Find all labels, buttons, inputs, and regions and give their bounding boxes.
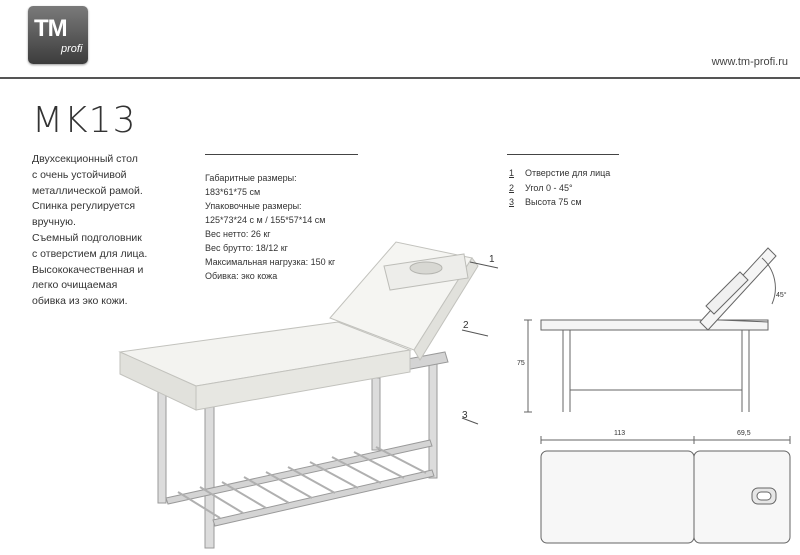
- product-model: MK13: [32, 100, 137, 141]
- callout-3: 3: [462, 410, 468, 421]
- main-length-dimension: 113: [614, 430, 626, 437]
- spec-line: Вес нетто: 26 кг: [205, 229, 271, 239]
- description-line: Спинка регулируется: [32, 200, 136, 213]
- description-line: обивка из эко кожи.: [32, 295, 128, 308]
- spec-line: 183*61*75 см: [205, 187, 261, 197]
- description-line: вручную.: [32, 216, 76, 229]
- logo-profi-text: profi: [61, 43, 83, 55]
- top-view-drawing: [541, 436, 790, 543]
- legend-text: Высота 75 см: [525, 197, 582, 207]
- side-view-drawing: [524, 248, 776, 412]
- description-line: с очень устойчивой: [32, 168, 127, 181]
- description-line: Съемный подголовник: [32, 231, 142, 244]
- spec-line: Максимальная нагрузка: 150 кг: [205, 257, 336, 267]
- spec-line: Вес брутто: 18/12 кг: [205, 243, 288, 253]
- description-line: металлической рамой.: [32, 184, 143, 197]
- back-length-dimension: 69,5: [737, 430, 751, 437]
- spec-line: Обивка: эко кожа: [205, 271, 278, 281]
- description-line: Высококачественная и: [32, 263, 144, 276]
- angle-dimension: 45°: [776, 292, 787, 299]
- callout-2: 2: [463, 320, 469, 331]
- legend-number: 3: [509, 197, 515, 207]
- legend-text: Угол 0 - 45°: [525, 182, 573, 193]
- spec-line: Габаритные размеры:: [205, 173, 297, 183]
- description-line: с отверстием для лица.: [32, 247, 148, 260]
- description-line: Двухсекционный стол: [32, 153, 138, 165]
- description-line: легко очищаемая: [32, 279, 118, 292]
- height-dimension: 75: [517, 360, 525, 367]
- site-url[interactable]: www.tm-profi.ru: [711, 56, 788, 68]
- legend-text: Отверстие для лица: [525, 168, 611, 178]
- logo-tm-text: TM: [34, 15, 67, 42]
- spec-line: 125*73*24 с м / 155*57*14 см: [205, 215, 326, 225]
- spec-line: Упаковочные размеры:: [205, 201, 302, 211]
- callout-1: 1: [489, 254, 495, 265]
- legend-number: 1: [509, 168, 515, 178]
- legend-number: 2: [509, 182, 515, 193]
